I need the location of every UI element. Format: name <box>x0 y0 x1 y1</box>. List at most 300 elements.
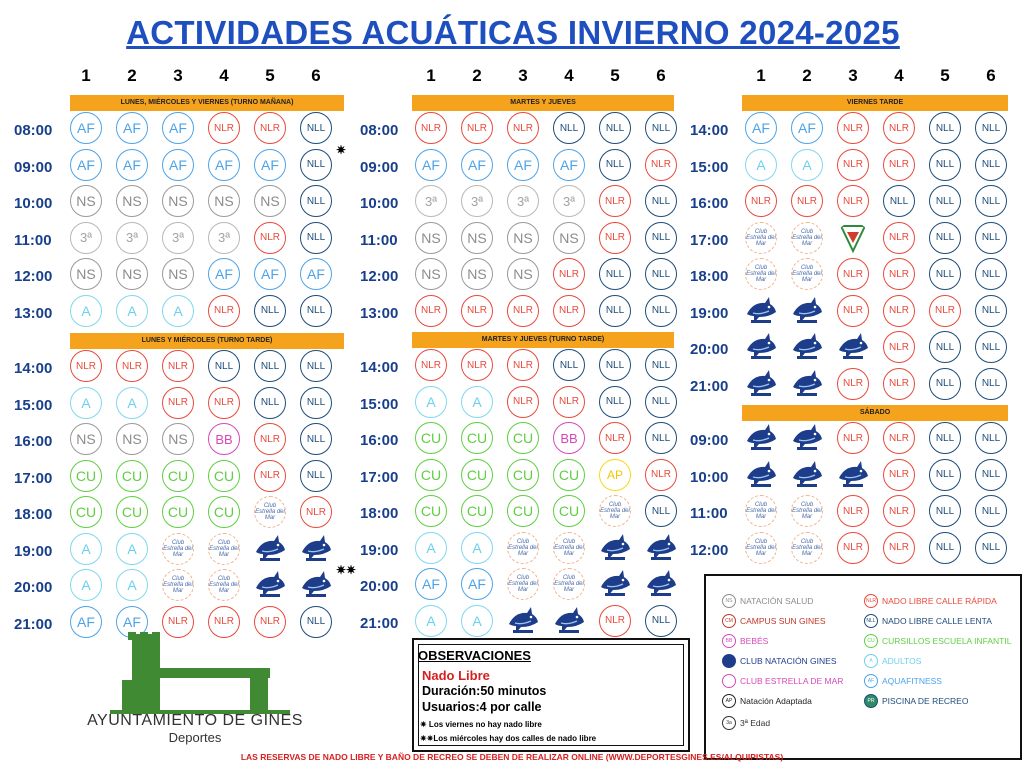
activity-cell-est: Club Estrella del Mar <box>162 533 194 565</box>
observations-users: Usuarios:4 por calle <box>422 700 542 714</box>
column-number: 6 <box>986 66 996 85</box>
activity-cell-af: AF <box>507 149 539 181</box>
activity-cell-nlr: NLR <box>883 368 915 400</box>
activity-cell-ns: NS <box>116 423 148 455</box>
activity-cell-af: AF <box>415 568 447 600</box>
legend-label: NADO LIBRE CALLE LENTA <box>882 616 992 626</box>
activity-cell-nlr: NLR <box>507 112 539 144</box>
campus-shield-icon <box>838 223 868 253</box>
legend-label: Natación Adaptada <box>740 696 812 706</box>
activity-cell-nll: NLL <box>645 605 677 637</box>
activity-cell-cu: CU <box>162 496 194 528</box>
activity-cell-nll: NLL <box>975 495 1007 527</box>
activity-cell-a: A <box>461 386 493 418</box>
activity-cell-af: AF <box>254 149 286 181</box>
time-slot: 21:00 <box>690 377 729 395</box>
column-number: 1 <box>756 66 766 85</box>
activity-cell-nlr: NLR <box>883 149 915 181</box>
activity-cell-cu: CU <box>553 495 585 527</box>
activity-cell-nll: NLL <box>300 460 332 492</box>
club-natacion-gines-icon <box>745 459 777 491</box>
time-slot: 17:00 <box>14 469 53 487</box>
activity-cell-nlr: NLR <box>745 185 777 217</box>
shark-icon <box>599 569 631 599</box>
activity-cell-nlr: NLR <box>599 185 631 217</box>
shark-icon <box>507 606 539 636</box>
activity-cell-a: A <box>116 295 148 327</box>
legend-item <box>864 594 997 608</box>
club-natacion-gines-icon <box>645 532 677 564</box>
activity-cell-nll: NLL <box>254 387 286 419</box>
legend-label: CLUB ESTRELLA DE MAR <box>740 676 844 686</box>
activity-cell-nll: NLL <box>254 295 286 327</box>
activity-cell-nlr: NLR <box>837 295 869 327</box>
club-natacion-gines-icon <box>791 459 823 491</box>
shark-icon <box>645 569 677 599</box>
activity-cell-est: Club Estrella del Mar <box>745 495 777 527</box>
time-slot: 12:00 <box>14 268 53 285</box>
legend-item <box>722 614 826 628</box>
activity-cell-nll: NLL <box>929 422 961 454</box>
activity-cell-nll: NLL <box>645 185 677 217</box>
page-title: ACTIVIDADES ACUÁTICAS INVIERNO 2024-2025 <box>126 14 900 51</box>
activity-cell-nlr: NLR <box>837 422 869 454</box>
activity-cell-nll: NLL <box>929 331 961 363</box>
activity-cell-nll: NLL <box>599 112 631 144</box>
club-natacion-gines-icon <box>254 569 286 601</box>
activity-cell-3a: 3ª <box>162 222 194 254</box>
activity-cell-nlr: NLR <box>883 222 915 254</box>
time-slot: 12:00 <box>360 268 399 285</box>
time-slot: 12:00 <box>690 541 729 559</box>
activity-cell-3a: 3ª <box>208 222 240 254</box>
legend-label: AQUAFITNESS <box>882 676 942 686</box>
activity-cell-nll: NLL <box>975 112 1007 144</box>
activity-cell-est: Club Estrella del Mar <box>745 532 777 564</box>
shark-icon <box>300 570 332 600</box>
legend-cu-icon: CU <box>864 634 878 648</box>
activity-cell-nlr: NLR <box>645 459 677 491</box>
legend-item <box>722 694 812 708</box>
activity-cell-est: Club Estrella del Mar <box>791 258 823 290</box>
legend-label: ADULTOS <box>882 656 922 666</box>
activity-cell-nlr: NLR <box>208 295 240 327</box>
legend-est-icon <box>722 674 736 688</box>
club-natacion-gines-icon <box>791 422 823 454</box>
activity-cell-nll: NLL <box>975 331 1007 363</box>
activity-cell-af: AF <box>70 149 102 181</box>
legend-item <box>864 634 1011 648</box>
activity-cell-nlr: NLR <box>883 112 915 144</box>
activity-cell-ns: NS <box>461 258 493 290</box>
shark-icon <box>745 369 777 399</box>
time-slot: 11:00 <box>690 505 728 522</box>
shark-icon <box>791 332 823 362</box>
time-slot: 18:00 <box>690 268 729 285</box>
time-slot: 15:00 <box>360 395 399 413</box>
activity-cell-ns: NS <box>415 222 447 254</box>
activity-cell-nll: NLL <box>929 495 961 527</box>
time-slot: 15:00 <box>690 158 729 176</box>
activity-cell-nll: NLL <box>208 350 240 382</box>
activity-cell-nlr: NLR <box>837 258 869 290</box>
activity-cell-af: AF <box>254 258 286 290</box>
activity-cell-cu: CU <box>553 459 585 491</box>
club-natacion-gines-icon <box>553 605 585 637</box>
activity-cell-nlr: NLR <box>837 112 869 144</box>
club-natacion-gines-icon <box>745 368 777 400</box>
time-slot: 17:00 <box>360 468 399 486</box>
activity-cell-nll: NLL <box>300 350 332 382</box>
time-slot: 15:00 <box>14 396 53 414</box>
shark-icon <box>791 460 823 490</box>
activity-cell-nll: NLL <box>975 295 1007 327</box>
activity-cell-nlr: NLR <box>883 422 915 454</box>
activity-cell-est: Club Estrella del Mar <box>162 569 194 601</box>
time-slot: 13:00 <box>360 304 399 322</box>
time-slot: 10:00 <box>360 195 399 212</box>
activity-cell-est: Club Estrella del Mar <box>507 532 539 564</box>
activity-cell-ns: NS <box>553 222 585 254</box>
activity-cell-a: A <box>461 532 493 564</box>
castle-icon <box>110 632 290 714</box>
activity-cell-ns: NS <box>208 185 240 217</box>
legend-label: NATACIÓN SALUD <box>740 596 814 606</box>
activity-cell-nll: NLL <box>929 368 961 400</box>
activity-cell-nlr: NLR <box>208 112 240 144</box>
column-number: 4 <box>564 66 574 85</box>
activity-cell-nll: NLL <box>645 495 677 527</box>
legend-label: NADO LIBRE CALLE RÁPIDA <box>882 596 997 606</box>
activity-cell-nlr: NLR <box>254 112 286 144</box>
activity-cell-nlr: NLR <box>929 295 961 327</box>
column-number: 1 <box>81 66 91 85</box>
activity-cell-nlr: NLR <box>553 386 585 418</box>
activity-cell-nlr: NLR <box>837 532 869 564</box>
activity-cell-3a: 3ª <box>70 222 102 254</box>
activity-cell-af: AF <box>415 149 447 181</box>
time-slot: 16:00 <box>360 432 399 449</box>
shark-icon <box>745 460 777 490</box>
activity-cell-nlr: NLR <box>883 495 915 527</box>
activity-cell-ns: NS <box>415 258 447 290</box>
activity-cell-nll: NLL <box>975 459 1007 491</box>
legend-item <box>864 674 942 688</box>
activity-cell-nlr: NLR <box>254 222 286 254</box>
activity-cell-nll: NLL <box>300 185 332 217</box>
activity-cell-cu: CU <box>208 496 240 528</box>
activity-cell-af: AF <box>162 112 194 144</box>
activity-cell-a: A <box>461 605 493 637</box>
legend-item <box>722 654 837 668</box>
activity-cell-nlr: NLR <box>837 149 869 181</box>
shark-icon <box>745 423 777 453</box>
activity-cell-nlr: NLR <box>208 606 240 638</box>
activity-cell-ns: NS <box>162 258 194 290</box>
activity-cell-nlr: NLR <box>507 349 539 381</box>
shark-icon <box>837 460 869 490</box>
column-number: 4 <box>219 66 229 85</box>
activity-cell-a: A <box>70 569 102 601</box>
time-slot: 16:00 <box>690 195 729 212</box>
club-natacion-gines-icon <box>745 422 777 454</box>
activity-cell-nll: NLL <box>645 422 677 454</box>
observations-note-wednesday: ✷✷Los miércoles hay dos calles de nado libre <box>420 734 597 743</box>
activity-cell-nll: NLL <box>300 149 332 181</box>
activity-cell-nlr: NLR <box>415 349 447 381</box>
activity-cell-nlr: NLR <box>883 331 915 363</box>
activity-cell-nlr: NLR <box>837 495 869 527</box>
activity-cell-nll: NLL <box>929 532 961 564</box>
activity-cell-cu: CU <box>415 422 447 454</box>
activity-cell-nll: NLL <box>975 368 1007 400</box>
activity-cell-cu: CU <box>116 460 148 492</box>
activity-cell-nlr: NLR <box>883 459 915 491</box>
activity-cell-nll: NLL <box>599 386 631 418</box>
activity-cell-cu: CU <box>415 459 447 491</box>
activity-cell-nll: NLL <box>929 258 961 290</box>
time-slot: 18:00 <box>360 505 399 522</box>
column-number: 2 <box>127 66 137 85</box>
legend-label: 3ª Edad <box>740 718 771 728</box>
time-slot: 20:00 <box>360 578 399 595</box>
activity-cell-nll: NLL <box>975 185 1007 217</box>
activity-cell-ns: NS <box>162 185 194 217</box>
activity-cell-nlr: NLR <box>415 295 447 327</box>
club-natacion-gines-icon <box>599 532 631 564</box>
legend-3a-icon: 3a <box>722 716 736 730</box>
schedule-banner: VIERNES TARDE <box>742 95 1008 111</box>
activity-cell-nlr: NLR <box>507 295 539 327</box>
campus-sun-gines-icon <box>837 222 869 254</box>
activity-cell-a: A <box>116 533 148 565</box>
activity-cell-nll: NLL <box>645 222 677 254</box>
shark-icon <box>791 369 823 399</box>
activity-cell-nll: NLL <box>300 295 332 327</box>
club-natacion-gines-icon <box>791 331 823 363</box>
activity-cell-nll: NLL <box>929 459 961 491</box>
activity-cell-cu: CU <box>507 495 539 527</box>
activity-cell-nlr: NLR <box>883 295 915 327</box>
club-natacion-gines-icon <box>837 331 869 363</box>
activity-cell-a: A <box>116 387 148 419</box>
legend-box <box>704 574 1022 760</box>
activity-cell-est: Club Estrella del Mar <box>254 496 286 528</box>
club-natacion-gines-icon <box>300 569 332 601</box>
activity-cell-ns: NS <box>116 185 148 217</box>
legend-item <box>864 614 992 628</box>
activity-cell-a: A <box>415 605 447 637</box>
activity-cell-cu: CU <box>507 459 539 491</box>
club-natacion-gines-icon <box>791 368 823 400</box>
activity-cell-cu: CU <box>507 422 539 454</box>
note-asterisk: ✷✷ <box>336 563 357 577</box>
activity-cell-af: AF <box>553 149 585 181</box>
schedule-banner: MARTES Y JUEVES (TURNO TARDE) <box>412 332 674 348</box>
legend-pr-icon: PR <box>864 694 878 708</box>
time-slot: 21:00 <box>360 614 399 632</box>
activity-cell-ns: NS <box>116 258 148 290</box>
activity-cell-nll: NLL <box>553 349 585 381</box>
activity-cell-ns: NS <box>70 423 102 455</box>
legend-ns-icon: NS <box>722 594 736 608</box>
time-slot: 16:00 <box>14 433 53 450</box>
activity-cell-nlr: NLR <box>645 149 677 181</box>
activity-cell-nll: NLL <box>975 532 1007 564</box>
activity-cell-cu: CU <box>415 495 447 527</box>
time-slot: 19:00 <box>14 542 53 560</box>
activity-cell-a: A <box>415 532 447 564</box>
activity-cell-nll: NLL <box>300 387 332 419</box>
time-slot: 10:00 <box>690 468 729 486</box>
club-natacion-gines-icon <box>791 295 823 327</box>
shark-icon <box>837 332 869 362</box>
activity-cell-est: Club Estrella del Mar <box>507 568 539 600</box>
legend-item <box>722 634 768 648</box>
activity-cell-nlr: NLR <box>461 295 493 327</box>
shark-icon <box>791 423 823 453</box>
activity-cell-nll: NLL <box>254 350 286 382</box>
activity-cell-nll: NLL <box>645 295 677 327</box>
activity-cell-ns: NS <box>162 423 194 455</box>
legend-label: CLUB NATACIÓN GINES <box>740 656 837 666</box>
club-natacion-gines-icon <box>599 568 631 600</box>
club-natacion-gines-icon <box>837 459 869 491</box>
activity-cell-af: AF <box>162 149 194 181</box>
time-slot: 11:00 <box>14 231 52 249</box>
club-natacion-gines-icon <box>300 533 332 565</box>
activity-cell-af: AF <box>461 568 493 600</box>
time-slot: 10:00 <box>14 195 53 212</box>
time-slot: 08:00 <box>360 122 399 139</box>
activity-cell-nlr: NLR <box>208 387 240 419</box>
time-slot: 19:00 <box>690 304 729 322</box>
activity-cell-ns: NS <box>507 258 539 290</box>
activity-cell-est: Club Estrella del Mar <box>791 495 823 527</box>
activity-cell-nll: NLL <box>975 149 1007 181</box>
time-slot: 17:00 <box>690 231 729 249</box>
activity-cell-nll: NLL <box>645 112 677 144</box>
activity-cell-nlr: NLR <box>162 350 194 382</box>
activity-cell-a: A <box>70 387 102 419</box>
activity-cell-nlr: NLR <box>553 258 585 290</box>
activity-cell-bb: BB <box>208 423 240 455</box>
activity-cell-est: Club Estrella del Mar <box>745 258 777 290</box>
activity-cell-nlr: NLR <box>791 185 823 217</box>
activity-cell-nll: NLL <box>300 423 332 455</box>
activity-cell-nll: NLL <box>645 258 677 290</box>
activity-cell-nlr: NLR <box>461 349 493 381</box>
activity-cell-nll: NLL <box>929 149 961 181</box>
time-slot: 19:00 <box>360 541 399 559</box>
activity-cell-af: AF <box>791 112 823 144</box>
legend-label: BEBÉS <box>740 636 769 646</box>
activity-cell-nll: NLL <box>883 185 915 217</box>
activity-cell-3a: 3ª <box>116 222 148 254</box>
column-number: 3 <box>173 66 183 85</box>
time-slot: 11:00 <box>360 231 398 249</box>
activity-cell-nll: NLL <box>975 222 1007 254</box>
activity-cell-3a: 3ª <box>415 185 447 217</box>
activity-cell-nlr: NLR <box>254 606 286 638</box>
shark-icon <box>254 534 286 564</box>
activity-cell-nlr: NLR <box>300 496 332 528</box>
legend-item <box>722 594 813 608</box>
activity-cell-est: Club Estrella del Mar <box>791 532 823 564</box>
legend-item <box>864 694 968 708</box>
activity-cell-af: AF <box>208 258 240 290</box>
activity-cell-nlr: NLR <box>553 295 585 327</box>
column-number: 5 <box>610 66 620 85</box>
club-natacion-gines-icon <box>507 605 539 637</box>
activity-cell-ap: AP <box>599 459 631 491</box>
time-slot: 21:00 <box>14 615 53 633</box>
activity-cell-a: A <box>791 149 823 181</box>
column-number: 2 <box>802 66 812 85</box>
observations-duration: Duración:50 minutos <box>422 684 547 698</box>
shark-icon <box>745 332 777 362</box>
activity-cell-nlr: NLR <box>883 258 915 290</box>
activity-cell-nlr: NLR <box>599 422 631 454</box>
activity-cell-nlr: NLR <box>461 112 493 144</box>
shark-icon <box>745 296 777 326</box>
logo-subtitle: Deportes <box>168 730 222 745</box>
time-slot: 14:00 <box>360 359 399 376</box>
activity-cell-nll: NLL <box>599 295 631 327</box>
legend-af-icon: AF <box>864 674 878 688</box>
legend-nlr-icon: NLR <box>864 594 878 608</box>
time-slot: 08:00 <box>14 122 53 139</box>
schedule-banner: MARTES Y JUEVES <box>412 95 674 111</box>
legend-label: PISCINA DE RECREO <box>882 696 969 706</box>
time-slot: 13:00 <box>14 304 53 322</box>
shark-icon <box>599 533 631 563</box>
observations-heading: Nado Libre <box>422 668 490 683</box>
shark-icon <box>645 533 677 563</box>
activity-cell-nll: NLL <box>553 112 585 144</box>
column-number: 5 <box>940 66 950 85</box>
activity-cell-3a: 3ª <box>553 185 585 217</box>
activity-cell-af: AF <box>70 606 102 638</box>
time-slot: 20:00 <box>14 579 53 596</box>
activity-cell-nll: NLL <box>599 258 631 290</box>
activity-cell-nlr: NLR <box>254 460 286 492</box>
activity-cell-est: Club Estrella del Mar <box>599 495 631 527</box>
activity-cell-est: Club Estrella del Mar <box>553 532 585 564</box>
activity-cell-est: Club Estrella del Mar <box>208 569 240 601</box>
legend-item <box>864 654 921 668</box>
activity-cell-nll: NLL <box>599 349 631 381</box>
time-slot: 09:00 <box>14 158 53 176</box>
time-slot: 14:00 <box>14 360 53 377</box>
activity-cell-est: Club Estrella del Mar <box>553 568 585 600</box>
activity-cell-nlr: NLR <box>599 222 631 254</box>
time-slot: 14:00 <box>690 122 729 139</box>
activity-cell-af: AF <box>70 112 102 144</box>
activity-cell-est: Club Estrella del Mar <box>208 533 240 565</box>
club-natacion-gines-icon <box>254 533 286 565</box>
activity-cell-af: AF <box>116 149 148 181</box>
legend-label: CURSILLOS ESCUELA INFANTIL <box>882 636 1012 646</box>
observations-note-friday: ✷ Los viernes no hay nado libre <box>420 720 542 729</box>
activity-cell-nll: NLL <box>300 606 332 638</box>
activity-cell-cu: CU <box>116 496 148 528</box>
observations-box <box>412 638 690 752</box>
column-number: 1 <box>426 66 436 85</box>
activity-cell-cu: CU <box>461 422 493 454</box>
activity-cell-nlr: NLR <box>70 350 102 382</box>
schedule-banner: SÁBADO <box>742 405 1008 421</box>
